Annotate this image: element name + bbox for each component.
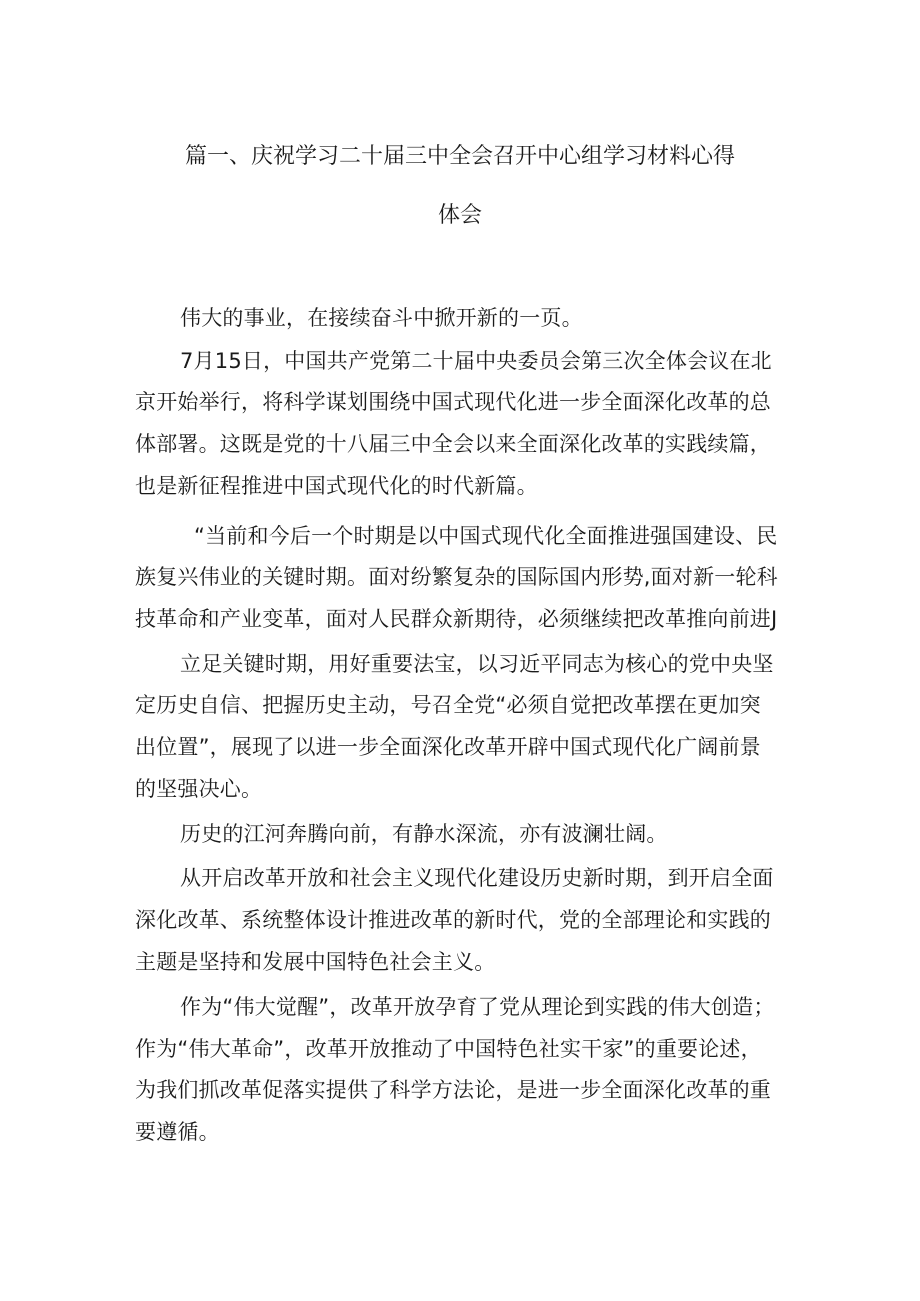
paragraph-line: 作为“伟大觉醒”，改革开放孕育了党从理论到实践的伟大创造； <box>180 995 775 1019</box>
paragraph-line: 伟大的事业，在接续奋斗中掀开新的一页。 <box>180 306 583 330</box>
paragraph-line: 要遵循。 <box>135 1120 220 1144</box>
paragraph-line: 从开启改革开放和社会主义现代化建设历史新时期，到开启全面 <box>180 866 774 890</box>
paragraph-line: 作为“伟大革命”，改革开放推动了中国特色社实干家”的重要论述， <box>135 1037 762 1061</box>
paragraph-line: 技革命和产业变革，面对人民群众新期待，必须继续把改革推向前进J <box>135 607 778 631</box>
document-title-line-2: 体会 <box>437 203 482 228</box>
paragraph-line: 立足关键时期，用好重要法宝，以习近平同志为核心的党中央坚 <box>180 652 774 676</box>
paragraph-line: “当前和今后一个时期是以中国式现代化全面推进强国建设、民 <box>194 524 778 548</box>
paragraph-line: 出位置”，展现了以进一步全面深化改革开辟中国式现代化广阔前景 <box>135 735 761 759</box>
paragraph-line: 体部署。这既是党的十八届三中全会以来全面深化改革的实践续篇， <box>135 432 771 456</box>
paragraph-line: 也是新征程推进中国式现代化的时代新篇。 <box>135 474 538 498</box>
paragraph-line: 深化改革、系统整体设计推进改革的新时代，党的全部理论和实践的 <box>135 908 771 932</box>
paragraph-line: 为我们抓改革促落实提供了科学方法论，是进一步全面深化改革的重 <box>135 1078 771 1102</box>
document-title-line-1: 篇一、庆祝学习二十届三中全会召开中心组学习材料心得 <box>184 144 735 169</box>
paragraph-line: 族复兴伟业的关键时期。面对纷繁复杂的国际国内形势,面对新一轮科 <box>135 565 778 589</box>
paragraph-line: 历史的江河奔腾向前，有静水深流，亦有波澜壮阔。 <box>180 822 668 846</box>
paragraph-line: 定历史自信、把握历史主动，号召全党“必须自觉把改革摆在更加突 <box>135 693 761 717</box>
paragraph-line: 的坚强决心。 <box>135 777 263 801</box>
paragraph-line: 7月15日，中国共产党第二十届中央委员会第三次全体会议在北 <box>180 349 772 373</box>
paragraph-line: 主题是坚持和发展中国特色社会主义。 <box>135 950 496 974</box>
paragraph-line: 京开始举行，将科学谋划围绕中国式现代化进一步全面深化改革的总 <box>135 390 771 414</box>
